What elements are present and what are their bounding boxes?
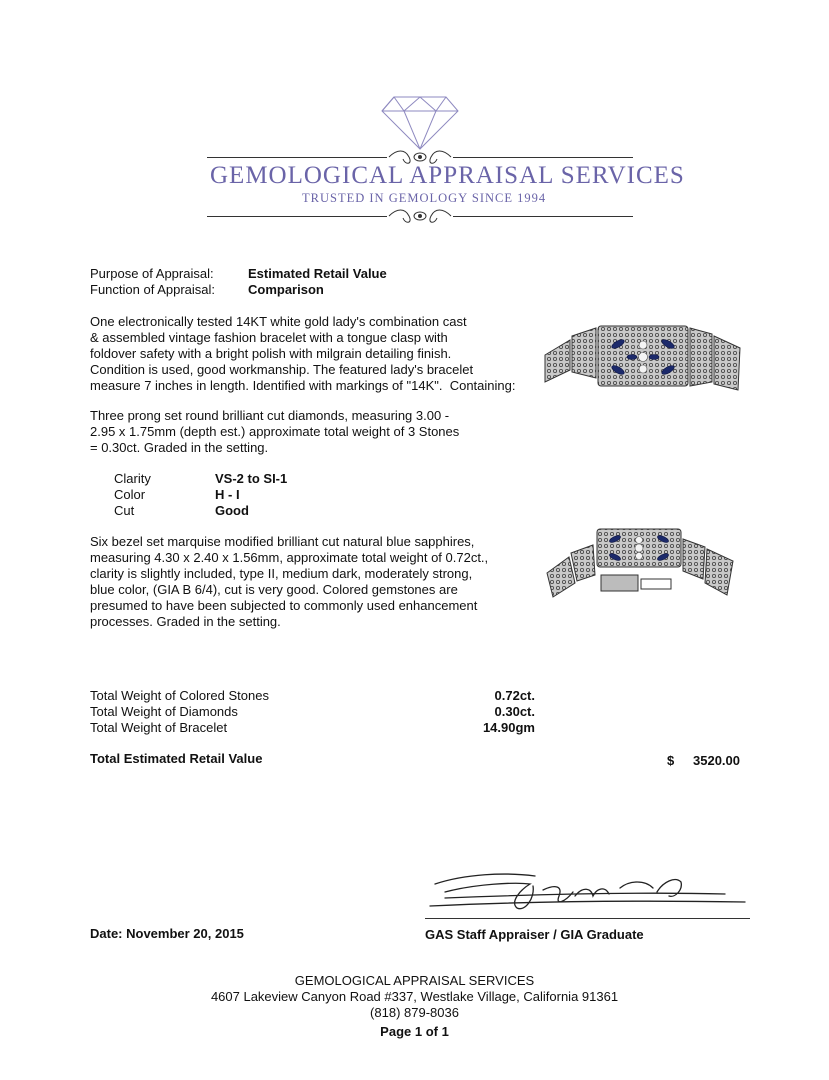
- description-line: measure 7 inches in length. Identified with markings of "14K". Containing:: [90, 378, 516, 393]
- grade-clarity-label: Clarity: [114, 471, 151, 486]
- sapphire-line: clarity is slightly included, type II, medium dark, moderately strong,: [90, 566, 473, 581]
- total-diamonds-label: Total Weight of Diamonds: [90, 704, 238, 719]
- appraiser-title: GAS Staff Appraiser / GIA Graduate: [425, 927, 644, 942]
- item-description: [90, 314, 515, 394]
- description-line: & assembled vintage fashion bracelet with a tongue clasp with: [90, 330, 448, 345]
- signature: [425, 862, 755, 922]
- diamond-description: [90, 408, 459, 456]
- footer-address: 4607 Lakeview Canyon Road #337, Westlake Village, California 91361: [210, 989, 619, 1004]
- description-line: One electronically tested 14KT white gold lady's combination cast: [90, 314, 467, 329]
- retail-value-amount: 3520.00: [693, 753, 740, 768]
- purpose-label: Purpose of Appraisal:: [90, 266, 214, 281]
- total-diamonds-value: 0.30ct.: [494, 704, 535, 719]
- sapphire-line: presumed to have been subjected to commonly used enhancement: [90, 598, 478, 613]
- diamond-line: Three prong set round brilliant cut diamonds, measuring 3.00 -: [90, 408, 450, 423]
- company-name: GEMOLOGICAL APPRAISAL SERVICES: [210, 162, 685, 189]
- grade-clarity-value: VS-2 to SI-1: [215, 471, 288, 486]
- sapphire-line: Six bezel set marquise modified brilliant cut natural blue sapphires,: [90, 534, 475, 549]
- bracelet-photo-bottom: [543, 525, 743, 610]
- diamond-line: 2.95 x 1.75mm (depth est.) approximate total weight of 3 Stones: [90, 424, 460, 439]
- grade-cut-label: Cut: [114, 503, 135, 518]
- ornament-bottom-icon: [387, 206, 453, 226]
- description-line: foldover safety with a bright polish with milgrain detailing finish.: [90, 346, 452, 361]
- sapphire-line: processes. Graded in the setting.: [90, 614, 281, 629]
- bracelet-photo-top: [540, 320, 745, 400]
- logo: [200, 85, 685, 235]
- signature-line: [425, 918, 750, 919]
- tagline: TRUSTED IN GEMOLOGY SINCE 1994: [302, 191, 547, 205]
- currency-symbol: $: [667, 753, 675, 768]
- function-value: Comparison: [248, 282, 324, 297]
- sapphire-description: [90, 534, 488, 630]
- retail-value-label: Total Estimated Retail Value: [90, 751, 263, 766]
- sapphire-line: measuring 4.30 x 2.40 x 1.56mm, approximate total weight of 0.72ct.,: [90, 550, 489, 565]
- total-bracelet-label: Total Weight of Bracelet: [90, 720, 228, 735]
- grade-cut-value: Good: [215, 503, 249, 518]
- sapphire-line: blue color, (GIA B 6/4), cut is very good. Colored gemstones are: [90, 582, 458, 597]
- total-colored-label: Total Weight of Colored Stones: [90, 688, 269, 703]
- footer-company: GEMOLOGICAL APPRAISAL SERVICES: [294, 973, 535, 988]
- diamond-line: = 0.30ct. Graded in the setting.: [90, 440, 269, 455]
- grade-color-value: H - I: [215, 487, 240, 502]
- description-line: Condition is used, good workmanship. The featured lady's bracelet: [90, 362, 474, 377]
- total-colored-value: 0.72ct.: [494, 688, 535, 703]
- grade-color-label: Color: [114, 487, 146, 502]
- page-number: Page 1 of 1: [380, 1024, 449, 1039]
- footer-phone: (818) 879-8036: [370, 1005, 459, 1020]
- date: Date: November 20, 2015: [90, 926, 244, 941]
- function-label: Function of Appraisal:: [90, 282, 216, 297]
- diamond-icon: [380, 93, 460, 151]
- total-bracelet-value: 14.90gm: [482, 720, 535, 735]
- purpose-value: Estimated Retail Value: [248, 266, 387, 281]
